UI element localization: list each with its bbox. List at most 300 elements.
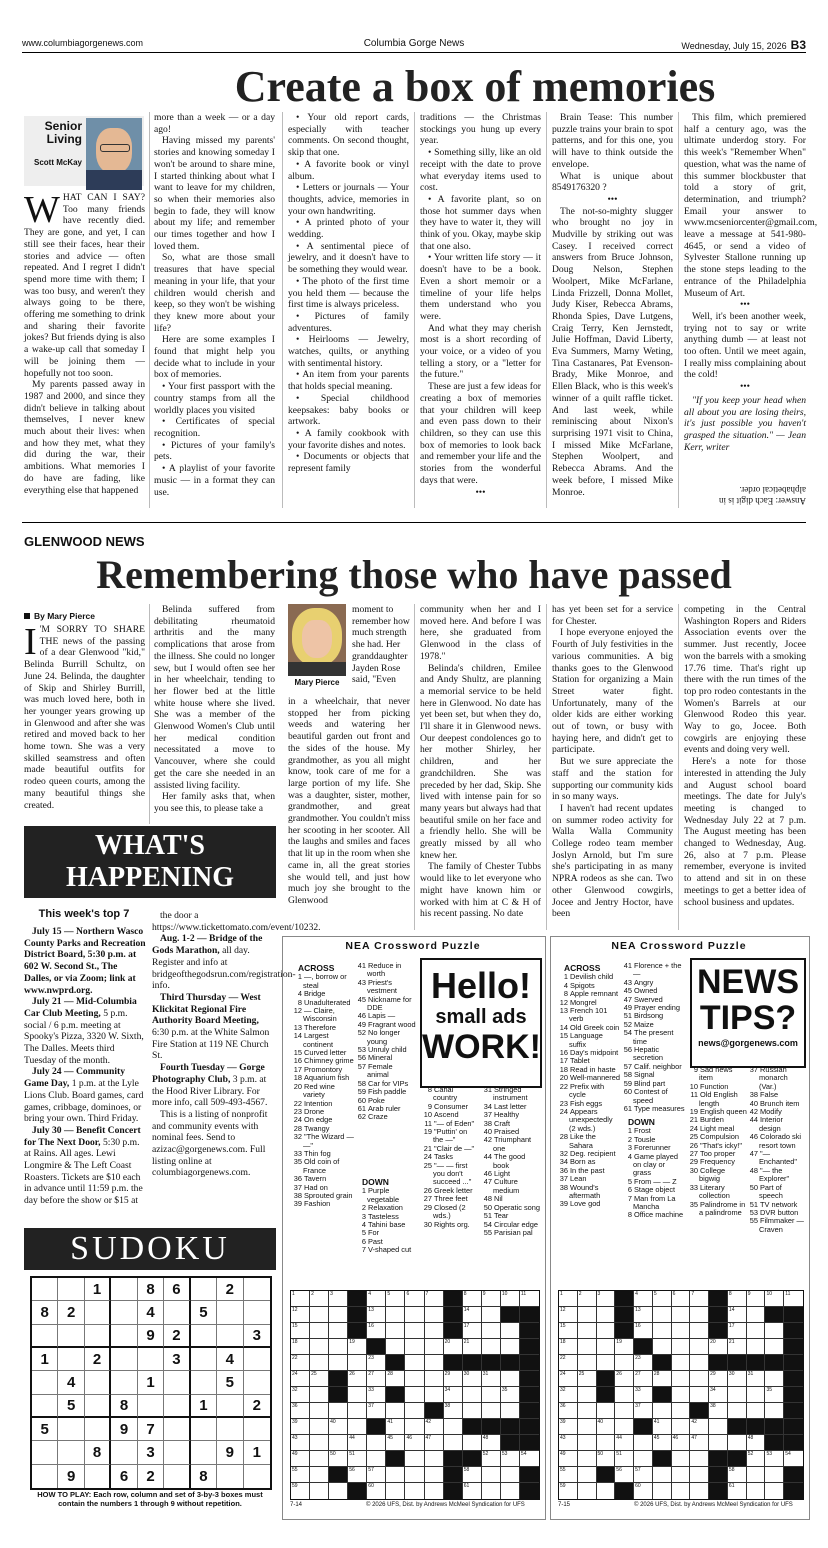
crossword-cell[interactable]: 15: [291, 1323, 310, 1339]
crossword-cell[interactable]: [765, 1483, 784, 1499]
sudoku-cell[interactable]: 5: [32, 1418, 58, 1441]
site-url[interactable]: www.columbiagorgenews.com: [22, 38, 144, 48]
crossword-cell[interactable]: 17: [728, 1323, 747, 1339]
sudoku-cell[interactable]: [85, 1301, 111, 1324]
crossword-cell[interactable]: [348, 1403, 367, 1419]
sudoku-cell[interactable]: [111, 1348, 137, 1371]
crossword-cell[interactable]: [747, 1355, 766, 1371]
sudoku-cell[interactable]: 5: [191, 1301, 217, 1324]
crossword-cell[interactable]: [690, 1339, 709, 1355]
sudoku-cell[interactable]: [164, 1395, 190, 1418]
crossword-cell[interactable]: 49: [291, 1451, 310, 1467]
crossword-cell[interactable]: [482, 1339, 501, 1355]
crossword-cell[interactable]: 57: [634, 1467, 653, 1483]
crossword-cell[interactable]: [444, 1307, 463, 1323]
crossword-cell[interactable]: 49: [559, 1451, 578, 1467]
crossword-cell[interactable]: 37: [367, 1403, 386, 1419]
crossword-cell[interactable]: 59: [291, 1483, 310, 1499]
crossword-cell[interactable]: [784, 1371, 803, 1387]
crossword-cell[interactable]: [672, 1451, 691, 1467]
crossword-cell[interactable]: 18: [559, 1339, 578, 1355]
crossword-cell[interactable]: [405, 1323, 424, 1339]
crossword-cell[interactable]: [709, 1355, 728, 1371]
crossword-cell[interactable]: [329, 1371, 348, 1387]
crossword-cell[interactable]: [784, 1339, 803, 1355]
crossword-cell[interactable]: 31: [482, 1371, 501, 1387]
crossword-cell[interactable]: 11: [520, 1291, 539, 1307]
sudoku-cell[interactable]: [191, 1278, 217, 1301]
crossword-cell[interactable]: 23: [367, 1355, 386, 1371]
crossword-cell[interactable]: [690, 1387, 709, 1403]
crossword-cell[interactable]: [747, 1387, 766, 1403]
crossword-cell[interactable]: [765, 1307, 784, 1323]
sudoku-cell[interactable]: [217, 1465, 243, 1488]
crossword-cell[interactable]: [578, 1387, 597, 1403]
sudoku-cell[interactable]: [111, 1301, 137, 1324]
crossword-cell[interactable]: [597, 1435, 616, 1451]
sudoku-cell[interactable]: [85, 1395, 111, 1418]
crossword-cell[interactable]: [386, 1323, 405, 1339]
crossword-cell[interactable]: [405, 1371, 424, 1387]
crossword-cell[interactable]: [747, 1419, 766, 1435]
crossword-cell[interactable]: [747, 1467, 766, 1483]
sudoku-cell[interactable]: 1: [138, 1371, 164, 1394]
crossword-cell[interactable]: 25: [578, 1371, 597, 1387]
crossword-cell[interactable]: [310, 1451, 329, 1467]
crossword-cell[interactable]: 5: [653, 1291, 672, 1307]
crossword-cell[interactable]: 30: [463, 1371, 482, 1387]
sudoku-cell[interactable]: [244, 1278, 270, 1301]
crossword-cell[interactable]: 3: [597, 1291, 616, 1307]
crossword-cell[interactable]: [425, 1483, 444, 1499]
crossword-cell[interactable]: [425, 1339, 444, 1355]
crossword-cell[interactable]: [578, 1435, 597, 1451]
crossword-cell[interactable]: 33: [634, 1387, 653, 1403]
crossword-cell[interactable]: 47: [425, 1435, 444, 1451]
sudoku-cell[interactable]: [111, 1371, 137, 1394]
crossword-cell[interactable]: [784, 1355, 803, 1371]
crossword-cell[interactable]: 61: [463, 1483, 482, 1499]
crossword-cell[interactable]: [329, 1339, 348, 1355]
crossword-cell[interactable]: 12: [559, 1307, 578, 1323]
crossword-cell[interactable]: [520, 1307, 539, 1323]
sudoku-cell[interactable]: 9: [58, 1465, 84, 1488]
crossword-cell[interactable]: [425, 1467, 444, 1483]
crossword-cell[interactable]: [747, 1339, 766, 1355]
crossword-cell[interactable]: 31: [747, 1371, 766, 1387]
crossword-cell[interactable]: 32: [559, 1387, 578, 1403]
crossword-cell[interactable]: 19: [615, 1339, 634, 1355]
crossword-cell[interactable]: [444, 1419, 463, 1435]
crossword-cell[interactable]: [386, 1307, 405, 1323]
crossword-cell[interactable]: [348, 1323, 367, 1339]
crossword-cell[interactable]: 43: [559, 1435, 578, 1451]
crossword-cell[interactable]: [709, 1291, 728, 1307]
crossword-cell[interactable]: [348, 1419, 367, 1435]
sudoku-cell[interactable]: [111, 1325, 137, 1348]
crossword-cell[interactable]: [747, 1307, 766, 1323]
crossword-cell[interactable]: 50: [597, 1451, 616, 1467]
crossword-cell[interactable]: [597, 1483, 616, 1499]
crossword-cell[interactable]: [444, 1451, 463, 1467]
crossword-cell[interactable]: [672, 1467, 691, 1483]
crossword-cell[interactable]: [765, 1371, 784, 1387]
sudoku-cell[interactable]: 9: [217, 1441, 243, 1464]
sudoku-cell[interactable]: [58, 1278, 84, 1301]
crossword-cell[interactable]: [405, 1339, 424, 1355]
sudoku-cell[interactable]: 4: [58, 1371, 84, 1394]
sudoku-cell[interactable]: [85, 1418, 111, 1441]
crossword-cell[interactable]: [405, 1355, 424, 1371]
crossword-cell[interactable]: [501, 1467, 520, 1483]
crossword-cell[interactable]: 26: [615, 1371, 634, 1387]
sudoku-cell[interactable]: [85, 1465, 111, 1488]
crossword-cell[interactable]: 53: [765, 1451, 784, 1467]
crossword-cell[interactable]: 46: [405, 1435, 424, 1451]
crossword-cell[interactable]: [425, 1403, 444, 1419]
crossword-cell[interactable]: [444, 1467, 463, 1483]
crossword-cell[interactable]: [501, 1419, 520, 1435]
crossword-cell[interactable]: [578, 1355, 597, 1371]
sudoku-cell[interactable]: [217, 1395, 243, 1418]
crossword-cell[interactable]: [348, 1291, 367, 1307]
sudoku-cell[interactable]: [85, 1325, 111, 1348]
crossword-cell[interactable]: [597, 1403, 616, 1419]
crossword-cell[interactable]: [386, 1387, 405, 1403]
sudoku-cell[interactable]: [32, 1465, 58, 1488]
sudoku-cell[interactable]: 5: [58, 1395, 84, 1418]
crossword-cell[interactable]: 38: [444, 1403, 463, 1419]
crossword-cell[interactable]: [690, 1403, 709, 1419]
crossword-cell[interactable]: [690, 1483, 709, 1499]
crossword-cell[interactable]: [653, 1483, 672, 1499]
crossword-cell[interactable]: 37: [634, 1403, 653, 1419]
sudoku-cell[interactable]: [191, 1418, 217, 1441]
crossword-cell[interactable]: [501, 1339, 520, 1355]
crossword-cell[interactable]: [425, 1355, 444, 1371]
crossword-cell[interactable]: [386, 1355, 405, 1371]
crossword-cell[interactable]: [709, 1323, 728, 1339]
crossword-cell[interactable]: [367, 1339, 386, 1355]
crossword-cell[interactable]: [672, 1371, 691, 1387]
crossword-cell[interactable]: [520, 1419, 539, 1435]
sudoku-cell[interactable]: 4: [138, 1301, 164, 1324]
crossword-cell[interactable]: [578, 1307, 597, 1323]
crossword-cell[interactable]: 47: [690, 1435, 709, 1451]
crossword-cell[interactable]: [520, 1371, 539, 1387]
crossword-cell[interactable]: 41: [386, 1419, 405, 1435]
crossword-cell[interactable]: [615, 1307, 634, 1323]
crossword-cell[interactable]: [482, 1323, 501, 1339]
crossword-cell[interactable]: 51: [615, 1451, 634, 1467]
crossword-cell[interactable]: [615, 1419, 634, 1435]
crossword-cell[interactable]: [634, 1419, 653, 1435]
crossword-cell[interactable]: [709, 1307, 728, 1323]
crossword-cell[interactable]: 5: [386, 1291, 405, 1307]
sudoku-cell[interactable]: [58, 1418, 84, 1441]
crossword-cell[interactable]: 7: [425, 1291, 444, 1307]
crossword-cell[interactable]: [672, 1387, 691, 1403]
crossword-cell[interactable]: [765, 1467, 784, 1483]
sudoku-cell[interactable]: 1: [85, 1278, 111, 1301]
crossword-cell[interactable]: 42: [690, 1419, 709, 1435]
crossword-cell[interactable]: [615, 1403, 634, 1419]
crossword-cell[interactable]: [310, 1387, 329, 1403]
crossword-cell[interactable]: [501, 1371, 520, 1387]
sudoku-cell[interactable]: [191, 1371, 217, 1394]
crossword-cell[interactable]: [597, 1339, 616, 1355]
crossword-cell[interactable]: [482, 1355, 501, 1371]
crossword-cell[interactable]: [444, 1483, 463, 1499]
crossword-cell[interactable]: 30: [728, 1371, 747, 1387]
crossword-cell[interactable]: [520, 1323, 539, 1339]
crossword-cell[interactable]: [329, 1467, 348, 1483]
crossword-cell[interactable]: [501, 1307, 520, 1323]
crossword-cell[interactable]: 14: [463, 1307, 482, 1323]
crossword-cell[interactable]: [672, 1403, 691, 1419]
crossword-cell[interactable]: 42: [425, 1419, 444, 1435]
crossword-cell[interactable]: 21: [728, 1339, 747, 1355]
crossword-cell[interactable]: [348, 1307, 367, 1323]
crossword-cell[interactable]: 20: [444, 1339, 463, 1355]
sudoku-cell[interactable]: [164, 1465, 190, 1488]
sudoku-cell[interactable]: 3: [164, 1348, 190, 1371]
sudoku-cell[interactable]: 3: [244, 1325, 270, 1348]
sudoku-cell[interactable]: [138, 1395, 164, 1418]
sudoku-cell[interactable]: 8: [111, 1395, 137, 1418]
sudoku-cell[interactable]: 8: [138, 1278, 164, 1301]
crossword-cell[interactable]: 56: [348, 1467, 367, 1483]
crossword-cell[interactable]: [709, 1435, 728, 1451]
crossword-cell[interactable]: [329, 1307, 348, 1323]
crossword-cell[interactable]: [634, 1435, 653, 1451]
crossword-cell[interactable]: 45: [653, 1435, 672, 1451]
crossword-cell[interactable]: [653, 1307, 672, 1323]
crossword-cell[interactable]: [405, 1483, 424, 1499]
crossword-cell[interactable]: [520, 1387, 539, 1403]
crossword-cell[interactable]: [463, 1419, 482, 1435]
crossword-cell[interactable]: 8: [728, 1291, 747, 1307]
crossword-cell[interactable]: 48: [747, 1435, 766, 1451]
crossword-cell[interactable]: [728, 1387, 747, 1403]
sudoku-cell[interactable]: [32, 1371, 58, 1394]
crossword-cell[interactable]: [386, 1451, 405, 1467]
crossword-cell[interactable]: [463, 1387, 482, 1403]
crossword-cell[interactable]: [310, 1467, 329, 1483]
crossword-cell[interactable]: [615, 1291, 634, 1307]
crossword-cell[interactable]: [405, 1451, 424, 1467]
crossword-cell[interactable]: [709, 1451, 728, 1467]
crossword-cell[interactable]: 20: [709, 1339, 728, 1355]
crossword-cell[interactable]: [310, 1339, 329, 1355]
crossword-cell[interactable]: [784, 1435, 803, 1451]
crossword-cell[interactable]: [597, 1467, 616, 1483]
sudoku-cell[interactable]: 8: [32, 1301, 58, 1324]
sudoku-cell[interactable]: [217, 1301, 243, 1324]
crossword-cell[interactable]: 48: [482, 1435, 501, 1451]
sudoku-cell[interactable]: [244, 1371, 270, 1394]
crossword-cell[interactable]: [765, 1339, 784, 1355]
sudoku-cell[interactable]: 4: [217, 1348, 243, 1371]
crossword-cell[interactable]: 6: [672, 1291, 691, 1307]
crossword-cell[interactable]: [520, 1467, 539, 1483]
crossword-cell[interactable]: [405, 1403, 424, 1419]
crossword-cell[interactable]: 55: [291, 1467, 310, 1483]
sudoku-cell[interactable]: [244, 1465, 270, 1488]
crossword-cell[interactable]: [672, 1355, 691, 1371]
sudoku-cell[interactable]: [32, 1395, 58, 1418]
crossword-cell[interactable]: [578, 1403, 597, 1419]
crossword-cell[interactable]: [310, 1403, 329, 1419]
crossword-cell[interactable]: 16: [634, 1323, 653, 1339]
crossword-cell[interactable]: [653, 1451, 672, 1467]
crossword-cell[interactable]: [310, 1435, 329, 1451]
sudoku-cell[interactable]: [244, 1348, 270, 1371]
crossword-cell[interactable]: [747, 1323, 766, 1339]
crossword-cell[interactable]: [463, 1435, 482, 1451]
sudoku-cell[interactable]: 8: [85, 1441, 111, 1464]
crossword-cell[interactable]: 32: [291, 1387, 310, 1403]
crossword-cell[interactable]: [765, 1403, 784, 1419]
crossword-cell[interactable]: [615, 1323, 634, 1339]
sudoku-cell[interactable]: 9: [138, 1325, 164, 1348]
crossword-cell[interactable]: [597, 1307, 616, 1323]
crossword-cell[interactable]: 60: [367, 1483, 386, 1499]
crossword-cell[interactable]: [765, 1323, 784, 1339]
sudoku-cell[interactable]: 1: [244, 1441, 270, 1464]
crossword-cell[interactable]: [444, 1323, 463, 1339]
crossword-cell[interactable]: 60: [634, 1483, 653, 1499]
crossword-cell[interactable]: 40: [597, 1419, 616, 1435]
sudoku-cell[interactable]: [32, 1325, 58, 1348]
crossword-cell[interactable]: 36: [291, 1403, 310, 1419]
crossword-cell[interactable]: 61: [728, 1483, 747, 1499]
sudoku-cell[interactable]: [32, 1441, 58, 1464]
crossword-cell[interactable]: [765, 1355, 784, 1371]
crossword-cell[interactable]: [329, 1323, 348, 1339]
crossword-cell[interactable]: [520, 1483, 539, 1499]
sudoku-cell[interactable]: 1: [191, 1395, 217, 1418]
sudoku-cell[interactable]: [58, 1441, 84, 1464]
crossword-cell[interactable]: 45: [386, 1435, 405, 1451]
crossword-cell[interactable]: [672, 1419, 691, 1435]
crossword-cell[interactable]: [405, 1419, 424, 1435]
crossword-cell[interactable]: [615, 1387, 634, 1403]
crossword-cell[interactable]: [520, 1339, 539, 1355]
crossword-cell[interactable]: [520, 1403, 539, 1419]
crossword-cell[interactable]: [310, 1323, 329, 1339]
crossword-cell[interactable]: [367, 1451, 386, 1467]
sudoku-cell[interactable]: 6: [164, 1278, 190, 1301]
crossword-cell[interactable]: [310, 1483, 329, 1499]
crossword-cell[interactable]: [425, 1387, 444, 1403]
sudoku-cell[interactable]: 2: [85, 1348, 111, 1371]
crossword-cell[interactable]: [520, 1435, 539, 1451]
crossword-cell[interactable]: 2: [310, 1291, 329, 1307]
crossword-cell[interactable]: 33: [367, 1387, 386, 1403]
crossword-cell[interactable]: [520, 1355, 539, 1371]
sudoku-cell[interactable]: 2: [138, 1465, 164, 1488]
sudoku-cell[interactable]: [191, 1348, 217, 1371]
crossword-cell[interactable]: [386, 1403, 405, 1419]
crossword-cell[interactable]: 38: [709, 1403, 728, 1419]
sudoku-cell[interactable]: 6: [111, 1465, 137, 1488]
sudoku-cell[interactable]: 7: [138, 1418, 164, 1441]
sudoku-cell[interactable]: 5: [217, 1371, 243, 1394]
crossword-cell[interactable]: 11: [784, 1291, 803, 1307]
crossword-cell[interactable]: [747, 1483, 766, 1499]
crossword-cell[interactable]: [482, 1387, 501, 1403]
crossword-cell[interactable]: [765, 1435, 784, 1451]
crossword-cell[interactable]: [597, 1371, 616, 1387]
crossword-cell[interactable]: 22: [559, 1355, 578, 1371]
crossword-cell[interactable]: 10: [501, 1291, 520, 1307]
crossword-cell[interactable]: [672, 1339, 691, 1355]
sudoku-cell[interactable]: [164, 1418, 190, 1441]
crossword-cell[interactable]: 16: [367, 1323, 386, 1339]
crossword-cell[interactable]: [690, 1371, 709, 1387]
crossword-cell[interactable]: [444, 1355, 463, 1371]
crossword-cell[interactable]: 22: [291, 1355, 310, 1371]
crossword-cell[interactable]: 29: [709, 1371, 728, 1387]
crossword-cell[interactable]: [501, 1323, 520, 1339]
crossword-cell[interactable]: 13: [634, 1307, 653, 1323]
crossword-cell[interactable]: 55: [559, 1467, 578, 1483]
crossword-cell[interactable]: 3: [329, 1291, 348, 1307]
crossword-cell[interactable]: [653, 1467, 672, 1483]
sudoku-cell[interactable]: [244, 1301, 270, 1324]
crossword-cell[interactable]: [425, 1451, 444, 1467]
crossword-cell[interactable]: [386, 1339, 405, 1355]
crossword-cell[interactable]: [425, 1323, 444, 1339]
crossword-cell[interactable]: [405, 1307, 424, 1323]
crossword-cell[interactable]: 7: [690, 1291, 709, 1307]
crossword-cell[interactable]: [728, 1451, 747, 1467]
crossword-cell[interactable]: 46: [672, 1435, 691, 1451]
crossword-cell[interactable]: 36: [559, 1403, 578, 1419]
crossword-cell[interactable]: 40: [329, 1419, 348, 1435]
crossword-cell[interactable]: [463, 1451, 482, 1467]
crossword-cell[interactable]: [310, 1355, 329, 1371]
sudoku-cell[interactable]: [191, 1441, 217, 1464]
crossword-cell[interactable]: [444, 1291, 463, 1307]
crossword-cell[interactable]: [578, 1451, 597, 1467]
crossword-cell[interactable]: 27: [367, 1371, 386, 1387]
crossword-cell[interactable]: 6: [405, 1291, 424, 1307]
crossword-cell[interactable]: [348, 1355, 367, 1371]
crossword-cell[interactable]: 9: [747, 1291, 766, 1307]
crossword-cell[interactable]: [784, 1403, 803, 1419]
crossword-cell[interactable]: [578, 1467, 597, 1483]
crossword-cell[interactable]: [784, 1323, 803, 1339]
crossword-cell[interactable]: 58: [728, 1467, 747, 1483]
crossword-cell[interactable]: [672, 1323, 691, 1339]
crossword-cell[interactable]: 44: [348, 1435, 367, 1451]
crossword-cell[interactable]: [634, 1339, 653, 1355]
crossword-cell[interactable]: 51: [348, 1451, 367, 1467]
crossword-cell[interactable]: [329, 1387, 348, 1403]
crossword-cell[interactable]: [765, 1419, 784, 1435]
crossword-cell[interactable]: 18: [291, 1339, 310, 1355]
sudoku-cell[interactable]: [111, 1441, 137, 1464]
sudoku-cell[interactable]: 2: [58, 1301, 84, 1324]
crossword-cell[interactable]: 12: [291, 1307, 310, 1323]
crossword-cell[interactable]: [367, 1435, 386, 1451]
crossword-cell[interactable]: 59: [559, 1483, 578, 1499]
sudoku-cell[interactable]: 8: [191, 1465, 217, 1488]
sudoku-cell[interactable]: [58, 1348, 84, 1371]
crossword-cell[interactable]: [501, 1435, 520, 1451]
